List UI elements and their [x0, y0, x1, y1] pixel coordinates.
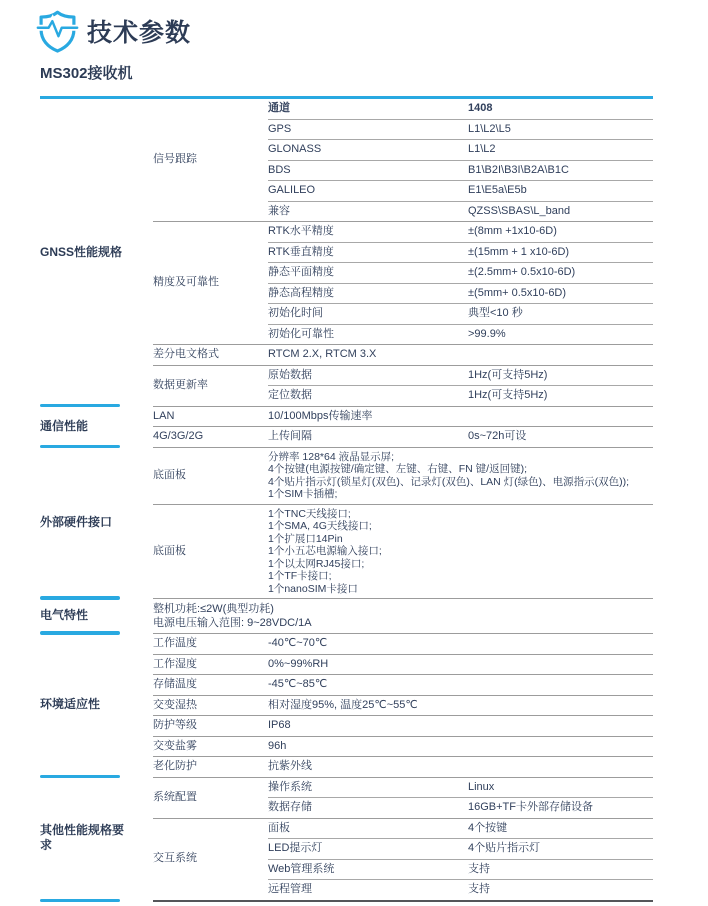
group-rows [268, 345, 653, 365]
group-label: 老化防护 [153, 760, 197, 772]
spec-name: 通道 [268, 102, 290, 114]
spec-group [153, 365, 653, 406]
spec-value: B1\B2I\B3I\B2A\B1C [468, 163, 569, 176]
spec-row [268, 737, 653, 757]
spec-row [268, 99, 653, 119]
spec-name: 定位数据 [268, 389, 312, 401]
spec-value: 10/100Mbps传输速率 [268, 409, 373, 422]
spec-name: 操作系统 [268, 780, 312, 793]
group-rows [268, 222, 653, 344]
spec-section [40, 447, 653, 599]
shield-wave-icon [34, 9, 81, 54]
spec-value: 典型<10 秒 [468, 307, 523, 319]
spec-value: ±(15mm + 1 x10-6D) [468, 245, 570, 258]
spec-value: 4个按键 [468, 821, 508, 834]
spec-row [268, 180, 653, 201]
category-label: 环境适应性 [40, 697, 101, 712]
spec-value-block [153, 599, 653, 633]
spec-value: 4个贴片指示灯 [468, 842, 541, 854]
group-rows [268, 427, 653, 447]
spec-name: 静态平面精度 [268, 266, 334, 278]
spec-value: 1408 [468, 102, 493, 114]
table-bottom-edge [40, 900, 653, 906]
spec-row [268, 778, 653, 798]
spec-row [268, 201, 653, 222]
spec-value-block [268, 505, 653, 599]
spec-value-line: 4个按键(电源按键/确定键、左键、右键、FN 键/返回键); [268, 463, 527, 475]
group-label: 数据更新率 [153, 378, 208, 391]
group-label: 工作湿度 [153, 657, 197, 670]
spec-value: 支持 [468, 862, 490, 875]
group-label: 存储温度 [153, 678, 197, 690]
spec-value: 0s~72h可设 [468, 430, 527, 442]
group-rows [268, 819, 653, 900]
spec-name: 初始化时间 [268, 307, 323, 319]
group-rows [268, 634, 653, 654]
group-label: 系统配置 [153, 790, 197, 803]
spec-group [153, 715, 653, 736]
spec-value: -45℃~85℃ [268, 678, 328, 690]
spec-group [153, 221, 653, 344]
spec-group [153, 695, 653, 716]
spec-group [153, 99, 653, 221]
spec-name: 静态高程精度 [268, 286, 334, 299]
spec-row [268, 407, 653, 427]
spec-row [268, 345, 653, 365]
group-rows [268, 99, 653, 221]
spec-row [268, 222, 653, 242]
group-label: 交变湿热 [153, 698, 197, 711]
spec-group [153, 407, 653, 427]
group-rows [268, 778, 653, 818]
spec-name: RTK水平精度 [268, 225, 334, 237]
spec-value: 0%~99%RH [268, 657, 329, 670]
group-rows [268, 655, 653, 675]
spec-group [153, 756, 653, 777]
spec-group [153, 674, 653, 695]
spec-group [153, 818, 653, 900]
table-bottom-line [153, 900, 653, 902]
spec-value: 抗紫外线 [268, 760, 312, 772]
spec-value: IP68 [268, 719, 291, 731]
spec-value-line: 1个SMA, 4G天线接口; [268, 520, 372, 532]
spec-name: 原始数据 [268, 368, 312, 381]
group-rows [268, 505, 653, 599]
spec-name: 数据存储 [268, 801, 312, 813]
spec-row [268, 283, 653, 304]
group-label: 差分电文格式 [153, 348, 219, 360]
group-rows [268, 737, 653, 757]
spec-row [268, 324, 653, 345]
group-rows [268, 366, 653, 406]
spec-value-line: 1个TF卡接口; [268, 570, 332, 582]
spec-value-block [268, 448, 653, 504]
group-rows [268, 757, 653, 777]
spec-row [268, 385, 653, 406]
group-label: LAN [153, 409, 175, 422]
spec-table [40, 96, 653, 906]
spec-value: 相对湿度95%, 温度25℃~55℃ [268, 698, 418, 711]
spec-value: 支持 [468, 883, 490, 895]
spec-group [153, 778, 653, 818]
group-rows [268, 696, 653, 716]
group-label: 底面板 [153, 468, 186, 481]
spec-value: 1Hz(可支持5Hz) [468, 389, 548, 401]
group-label: 4G/3G/2G [153, 430, 204, 442]
spec-value-line: 电源电压输入范围: 9~28VDC/1A [153, 617, 312, 629]
spec-name: LED提示灯 [268, 842, 323, 854]
spec-value-line: 1个nanoSIM卡接口 [268, 582, 358, 595]
group-rows [268, 448, 653, 504]
spec-group [153, 634, 653, 654]
spec-value: Linux [468, 780, 495, 793]
section-rows [153, 633, 653, 777]
group-label: 底面板 [153, 544, 186, 557]
spec-name: 兼容 [268, 204, 290, 217]
spec-row [268, 634, 653, 654]
spec-group [153, 426, 653, 447]
spec-row [268, 797, 653, 818]
group-rows [268, 407, 653, 427]
category-label: 外部硬件接口 [40, 514, 113, 529]
spec-group [153, 736, 653, 757]
group-label: 工作温度 [153, 637, 197, 649]
spec-row [268, 838, 653, 859]
spec-value: RTCM 2.X, RTCM 3.X [268, 348, 377, 360]
group-label: 交变盐雾 [153, 739, 197, 752]
category-label: GNSS性能规格 [40, 244, 123, 259]
spec-value-line: 分辨率 128*64 液晶显示屏; [268, 450, 395, 463]
spec-value: ±(5mm+ 0.5x10-6D) [468, 286, 567, 299]
group-rows [268, 675, 653, 695]
spec-value: 1Hz(可支持5Hz) [468, 368, 548, 381]
spec-value: E1\E5a\E5b [468, 184, 527, 196]
spec-value-line: 1个SIM卡插槽; [268, 488, 338, 500]
spec-name: Web管理系统 [268, 862, 335, 875]
spec-value: L1\L2\L5 [468, 122, 511, 135]
spec-name: GLONASS [268, 143, 322, 155]
group-label: 防护等级 [153, 719, 197, 731]
spec-value-line: 4个贴片指示灯(锁星灯(双色)、记录灯(双色)、LAN 灯(绿色)、电源指示(双色)); [268, 475, 630, 488]
spec-row [268, 879, 653, 900]
group-label: 交互系统 [153, 852, 197, 865]
section-rows [153, 447, 653, 599]
spec-row [268, 716, 653, 736]
spec-section [40, 777, 653, 900]
category-label: 其他性能规格要求 [40, 823, 125, 852]
group-label: 精度及可靠性 [153, 276, 219, 289]
spec-section [40, 633, 653, 777]
spec-row [268, 262, 653, 283]
spec-name: 初始化可靠性 [268, 327, 334, 340]
group-rows [268, 716, 653, 736]
spec-row [268, 859, 653, 880]
category-label: 通信性能 [40, 418, 89, 433]
page-title: 技术参数 [87, 19, 192, 47]
spec-group [153, 448, 653, 504]
spec-section [40, 406, 653, 447]
category-label: 电气特性 [40, 608, 89, 622]
spec-value: L1\L2 [468, 143, 496, 155]
spec-row [268, 505, 653, 599]
spec-name: GPS [268, 122, 292, 135]
spec-value: ±(2.5mm+ 0.5x10-6D) [468, 266, 576, 278]
spec-value-line: 1个TNC天线接口; [268, 507, 351, 520]
group-label: 信号跟踪 [153, 153, 197, 166]
spec-row [268, 819, 653, 839]
spec-value: ±(8mm +1x10-6D) [468, 225, 557, 237]
spec-group [153, 599, 653, 633]
spec-name: BDS [268, 163, 291, 176]
section-rows [153, 598, 653, 633]
spec-name: 远程管理 [268, 883, 312, 895]
spec-row [268, 757, 653, 777]
spec-value-line: 1个小五芯电源输入接口; [268, 545, 382, 557]
spec-name: 面板 [268, 821, 290, 834]
spec-row [268, 655, 653, 675]
spec-name: GALILEO [268, 184, 316, 196]
spec-value: 16GB+TF卡外部存储设备 [468, 801, 593, 813]
spec-value: >99.9% [468, 327, 506, 340]
spec-value-line: 整机功耗:≤2W(典型功耗) [153, 603, 274, 615]
section-rows [153, 777, 653, 900]
section-rows [153, 406, 653, 447]
spec-group [153, 344, 653, 365]
spec-value: QZSS\SBAS\L_band [468, 204, 571, 217]
spec-row [268, 303, 653, 324]
spec-group [153, 504, 653, 599]
page-header [0, 0, 708, 55]
section-rows [153, 99, 653, 406]
spec-value-line: 1个扩展口14Pin [268, 532, 343, 545]
spec-row [268, 139, 653, 160]
spec-name: 上传间隔 [268, 430, 312, 442]
spec-row [268, 366, 653, 386]
spec-section [40, 598, 653, 633]
spec-value-line: 1个以太网RJ45接口; [268, 557, 365, 570]
spec-section [40, 99, 653, 406]
spec-row [268, 242, 653, 263]
spec-row [268, 696, 653, 716]
spec-group [153, 654, 653, 675]
spec-row [268, 119, 653, 140]
spec-row [268, 160, 653, 181]
spec-row [268, 427, 653, 447]
spec-value: -40℃~70℃ [268, 637, 328, 649]
spec-row [268, 675, 653, 695]
spec-value: 96h [268, 739, 287, 752]
spec-row [268, 448, 653, 504]
spec-name: RTK垂直精度 [268, 245, 334, 258]
product-subtitle: MS302接收机 [40, 65, 133, 82]
